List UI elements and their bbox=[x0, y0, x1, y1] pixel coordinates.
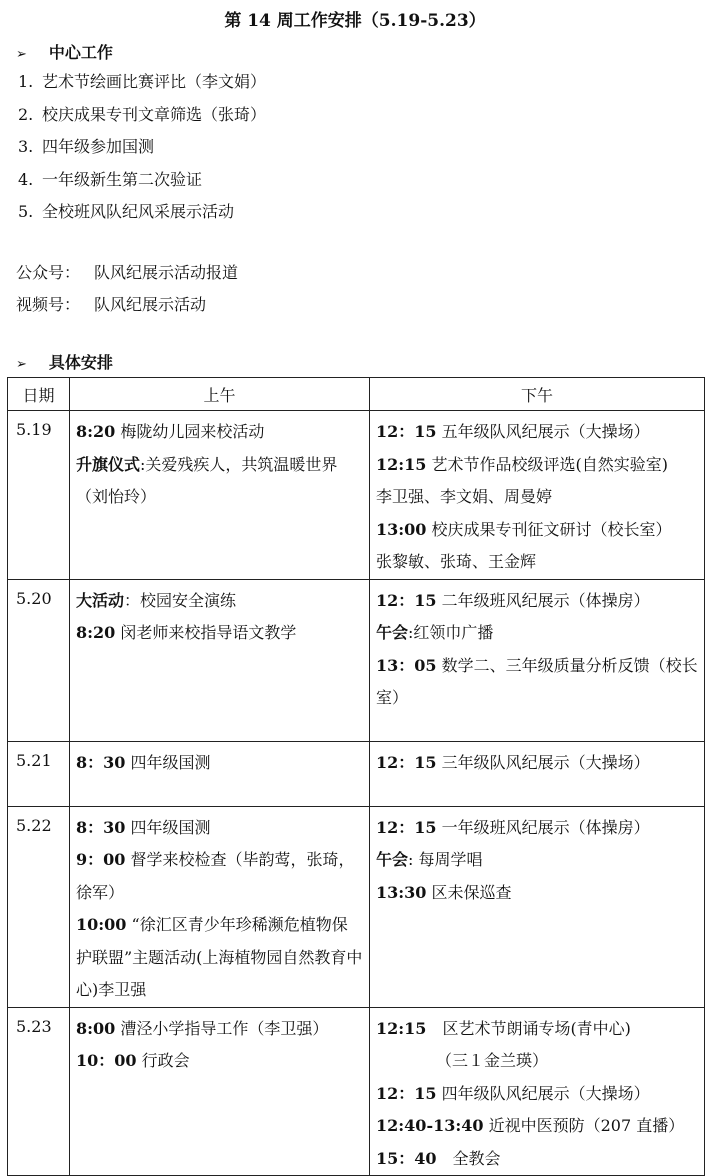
schedule-entry bbox=[76, 1045, 363, 1078]
pm-cell bbox=[370, 579, 705, 741]
schedule-entry bbox=[376, 747, 698, 780]
schedule-entry bbox=[76, 812, 363, 845]
entry-text: :关爱残疾人，共筑温暖世界（刘怡玲） bbox=[76, 454, 338, 506]
schedule-entry bbox=[376, 844, 698, 877]
schedule-entry bbox=[76, 585, 363, 618]
entry-time: 12:15 bbox=[376, 1018, 427, 1038]
entry-text: 四年级队风纪展示（大操场） bbox=[436, 1083, 650, 1103]
center-work-heading-text: 中心工作 bbox=[48, 43, 113, 62]
entry-text: 校庆成果专刊征文研讨（校长室） bbox=[426, 519, 672, 539]
am-cell bbox=[70, 579, 370, 741]
pm-cell bbox=[370, 741, 705, 806]
entry-time: 12：15 bbox=[376, 422, 437, 441]
schedule-entry bbox=[76, 747, 363, 780]
schedule-heading bbox=[16, 350, 113, 373]
entry-time: 8：30 bbox=[76, 752, 126, 772]
schedule-entry bbox=[376, 481, 698, 514]
schedule-entry bbox=[376, 1078, 698, 1111]
table-row bbox=[8, 806, 705, 1007]
date-cell: 5.21 bbox=[8, 741, 70, 806]
entry-text: 五年级队风纪展示（大操场） bbox=[436, 422, 650, 441]
schedule-entry bbox=[376, 1013, 698, 1046]
entry-text: 行政会 bbox=[136, 1051, 190, 1070]
entry-text: 区艺术节朗诵专场(青中心) bbox=[426, 1018, 631, 1038]
entry-text: 四年级国测 bbox=[125, 817, 211, 837]
pm-cell bbox=[370, 411, 705, 580]
entry-text: 张黎敏、张琦、王金辉 bbox=[376, 552, 537, 571]
am-cell bbox=[70, 741, 370, 806]
center-work-list bbox=[18, 66, 266, 229]
wechat-account-label: 公众号： bbox=[16, 263, 81, 282]
schedule-entry bbox=[376, 546, 698, 579]
entry-time: 8:20 bbox=[76, 422, 116, 441]
entry-time: 12：15 bbox=[376, 1083, 437, 1103]
schedule-entry bbox=[376, 449, 698, 482]
entry-time: 升旗仪式 bbox=[76, 454, 141, 474]
schedule-entry bbox=[376, 514, 698, 547]
entry-text: 二年级班风纪展示（体操房） bbox=[436, 590, 650, 610]
video-account-line bbox=[16, 292, 206, 315]
entry-time: 13:00 bbox=[376, 519, 427, 539]
entry-time: 8：30 bbox=[76, 817, 126, 837]
schedule-entry bbox=[376, 1045, 698, 1078]
entry-text: “徐汇区青少年珍稀濒危植物保护联盟”主题活动(上海植物园自然教育中心)李卫强 bbox=[76, 915, 363, 999]
entry-time: 午会 bbox=[376, 623, 409, 642]
entry-text: 近视中医预防（207 直播） bbox=[483, 1116, 685, 1135]
schedule-entry bbox=[376, 1143, 698, 1176]
entry-text: 数学二、三年级质量分析反馈（校长室） bbox=[376, 655, 698, 707]
entry-time: 12:40-13:40 bbox=[376, 1116, 484, 1135]
date-cell: 5.20 bbox=[8, 579, 70, 741]
date-cell: 5.23 bbox=[8, 1007, 70, 1176]
entry-text: 艺术节作品校级评选(自然实验室) bbox=[426, 454, 669, 474]
am-cell bbox=[70, 411, 370, 580]
entry-text: 闵老师来校指导语文教学 bbox=[115, 623, 297, 642]
wechat-account-value: 队风纪展示活动报道 bbox=[94, 263, 239, 282]
entry-time: 15：40 bbox=[376, 1148, 437, 1168]
entry-text: 李卫强、李文娟、周曼婷 bbox=[376, 487, 553, 506]
header-pm: 下午 bbox=[370, 378, 705, 411]
schedule-entry bbox=[76, 1013, 363, 1046]
pm-cell bbox=[370, 1007, 705, 1176]
date-cell: 5.19 bbox=[8, 411, 70, 580]
entry-text: 区未保巡查 bbox=[426, 882, 512, 902]
entry-text: ：校园安全演练 bbox=[124, 590, 237, 610]
entry-time: 12：15 bbox=[376, 752, 437, 772]
entry-time: 10：00 bbox=[76, 1051, 137, 1070]
schedule-entry bbox=[376, 650, 698, 715]
entry-text: 三年级队风纪展示（大操场） bbox=[436, 752, 650, 772]
schedule-entry bbox=[76, 617, 363, 650]
entry-time: 10:00 bbox=[76, 915, 127, 934]
entry-text: （三１金兰瑛） bbox=[436, 1051, 549, 1070]
schedule-entry bbox=[376, 585, 698, 618]
entry-text: :红领巾广播 bbox=[408, 623, 494, 642]
schedule-entry bbox=[376, 812, 698, 845]
am-cell bbox=[70, 1007, 370, 1176]
schedule-entry bbox=[376, 617, 698, 650]
table-row bbox=[8, 411, 705, 580]
page-title: 第 14 周工作安排（5.19-5.23） bbox=[224, 11, 486, 31]
schedule-heading-text: 具体安排 bbox=[48, 353, 113, 372]
entry-time: 12：15 bbox=[376, 590, 437, 610]
entry-text: 梅陇幼儿园来校活动 bbox=[115, 422, 265, 441]
entry-text: 督学来校检查（毕韵莺，张琦，徐军） bbox=[76, 850, 355, 902]
list-item: 5. 全校班风队纪风采展示活动 bbox=[18, 202, 235, 221]
list-item: 3. 四年级参加国测 bbox=[18, 137, 155, 156]
table-header-row bbox=[8, 378, 705, 411]
schedule-entry bbox=[76, 909, 363, 1007]
schedule-entry bbox=[376, 416, 698, 449]
entry-time: 8:00 bbox=[76, 1018, 116, 1038]
table-row bbox=[8, 741, 705, 806]
entry-time: 13：05 bbox=[376, 655, 437, 675]
am-cell bbox=[70, 806, 370, 1007]
entry-text: : 每周学唱 bbox=[408, 850, 483, 869]
entry-time: 午会 bbox=[376, 850, 409, 869]
list-item: 2. 校庆成果专刊文章筛选（张琦） bbox=[18, 104, 267, 124]
wechat-account-line bbox=[16, 260, 238, 283]
entry-text: 全教会 bbox=[436, 1148, 501, 1168]
schedule-entry bbox=[376, 877, 698, 910]
schedule-table bbox=[7, 377, 705, 1176]
schedule-entry bbox=[376, 1110, 698, 1143]
entry-time: 9：00 bbox=[76, 850, 126, 869]
list-item: 4. 一年级新生第二次验证 bbox=[18, 169, 203, 189]
schedule-entry bbox=[76, 844, 363, 909]
date-cell: 5.22 bbox=[8, 806, 70, 1007]
header-date: 日期 bbox=[8, 378, 70, 411]
video-account-label: 视频号： bbox=[16, 295, 81, 314]
center-work-heading bbox=[16, 40, 113, 63]
entry-text: 四年级国测 bbox=[125, 752, 211, 772]
entry-time: 大活动 bbox=[76, 590, 125, 610]
schedule-entry bbox=[76, 449, 363, 514]
entry-time: 12：15 bbox=[376, 817, 437, 837]
schedule-entry bbox=[76, 416, 363, 449]
entry-time: 13:30 bbox=[376, 882, 427, 902]
pm-cell bbox=[370, 806, 705, 1007]
header-am: 上午 bbox=[70, 378, 370, 411]
video-account-value: 队风纪展示活动 bbox=[94, 295, 207, 314]
table-row bbox=[8, 1007, 705, 1176]
entry-time: 8:20 bbox=[76, 623, 116, 642]
list-item: 1. 艺术节绘画比赛评比（李文娟） bbox=[18, 72, 267, 91]
table-row bbox=[8, 579, 705, 741]
entry-text: 漕泾小学指导工作（李卫强） bbox=[115, 1018, 329, 1038]
arrow-bullet-icon: ➢ bbox=[16, 47, 27, 62]
entry-time: 12:15 bbox=[376, 454, 427, 474]
entry-text: 一年级班风纪展示（体操房） bbox=[436, 817, 650, 837]
arrow-bullet-icon: ➢ bbox=[16, 357, 27, 372]
